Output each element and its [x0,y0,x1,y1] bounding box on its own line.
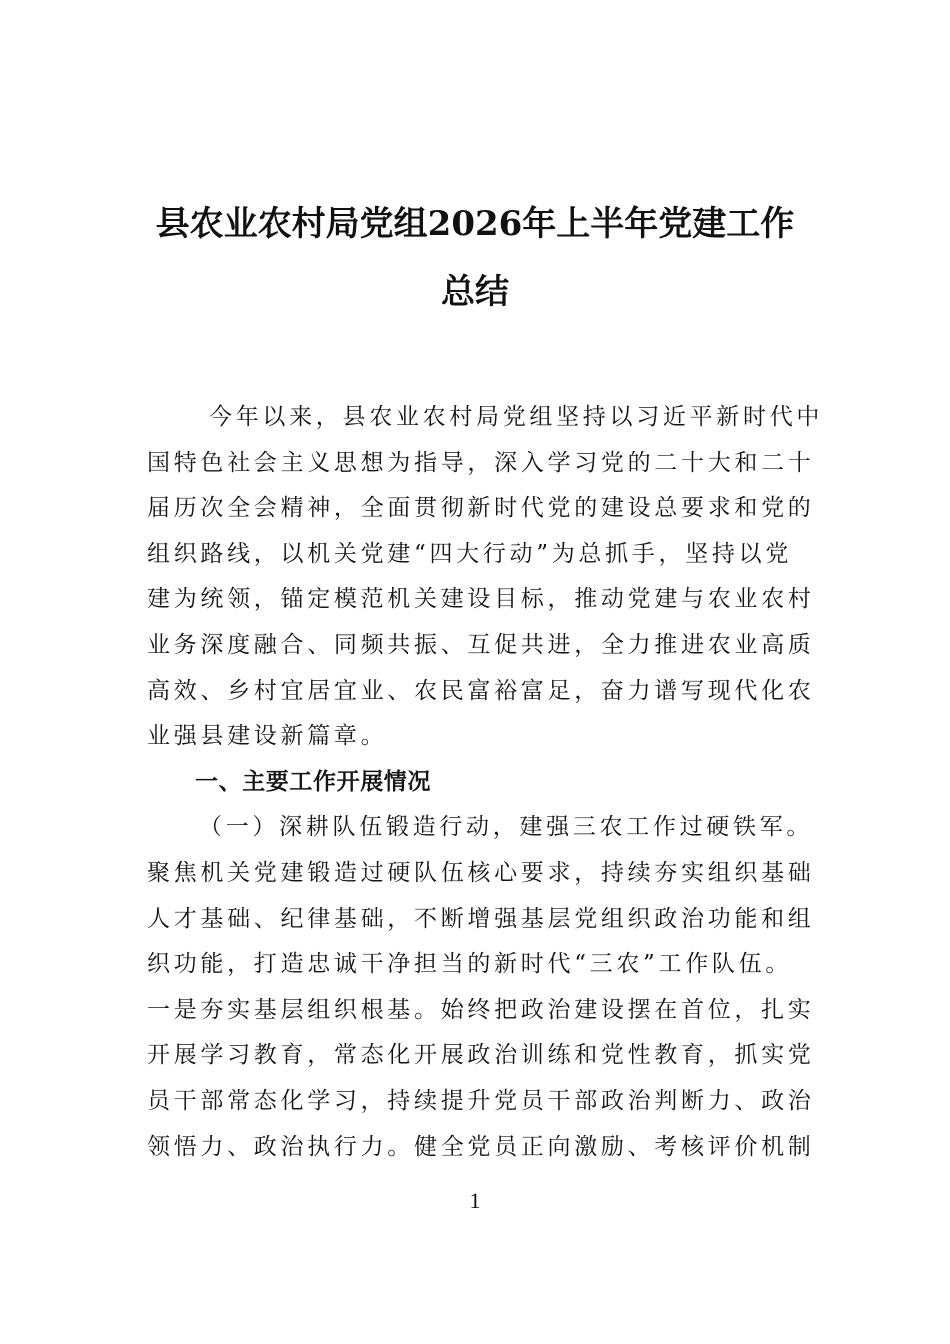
paragraph-line: 业务深度融合、同频共振、互促共进，全力推进农业高质 [147,631,815,658]
paragraph-line: 业强县建设新篇章。 [147,723,388,750]
subsection-heading-line: （一）深耕队伍锻造行动，建强三农工作过硬铁军。 [199,814,814,841]
page-number: 1 [469,1188,481,1213]
paragraph-line: 届历次全会精神，全面贯彻新时代党的建设总要求和党的 [147,495,815,522]
paragraph-line: 国特色社会主义思想为指导，深入学习党的二十大和二十 [147,449,815,476]
paragraph-line: 建为统领，锚定模范机关建设目标，推动党建与农业农村 [147,586,815,613]
paragraph-line: 开展学习教育，常态化开展政治训练和党性教育，抓实党 [147,1042,815,1069]
paragraph-line: 组织路线，以机关党建“四大行动”为总抓手，坚持以党 [147,540,793,567]
document-title [130,190,820,326]
title-line-1: 县农业农村局党组2026年上半年党建工作 [155,204,795,244]
paragraph-line: 高效、乡村宜居宜业、农民富裕富足，奋力谱写现代化农 [147,677,815,704]
paragraph-line: 员干部常态化学习，持续提升党员干部政治判断力、政治 [147,1087,815,1114]
paragraph-line: 聚焦机关党建锻造过硬队伍核心要求，持续夯实组织基础 [147,859,815,886]
section-heading: 一、主要工作开展情况 [195,768,431,795]
paragraph-line: 领悟力、政治执行力。健全党员正向激励、考核评价机制 [147,1133,815,1160]
paragraph-line: 人才基础、纪律基础，不断增强基层党组织政治功能和组 [147,905,815,932]
title-line-2: 总结 [441,272,509,312]
paragraph-line: 一是夯实基层组织根基。始终把政治建设摆在首位，扎实 [147,996,815,1023]
paragraph-line: 今年以来，县农业农村局党组坚持以习近平新时代中 [209,404,824,430]
document-body [147,395,824,1170]
paragraph-line: 织功能，打造忠诚干净担当的新时代“三农”工作队伍。 [147,951,793,978]
